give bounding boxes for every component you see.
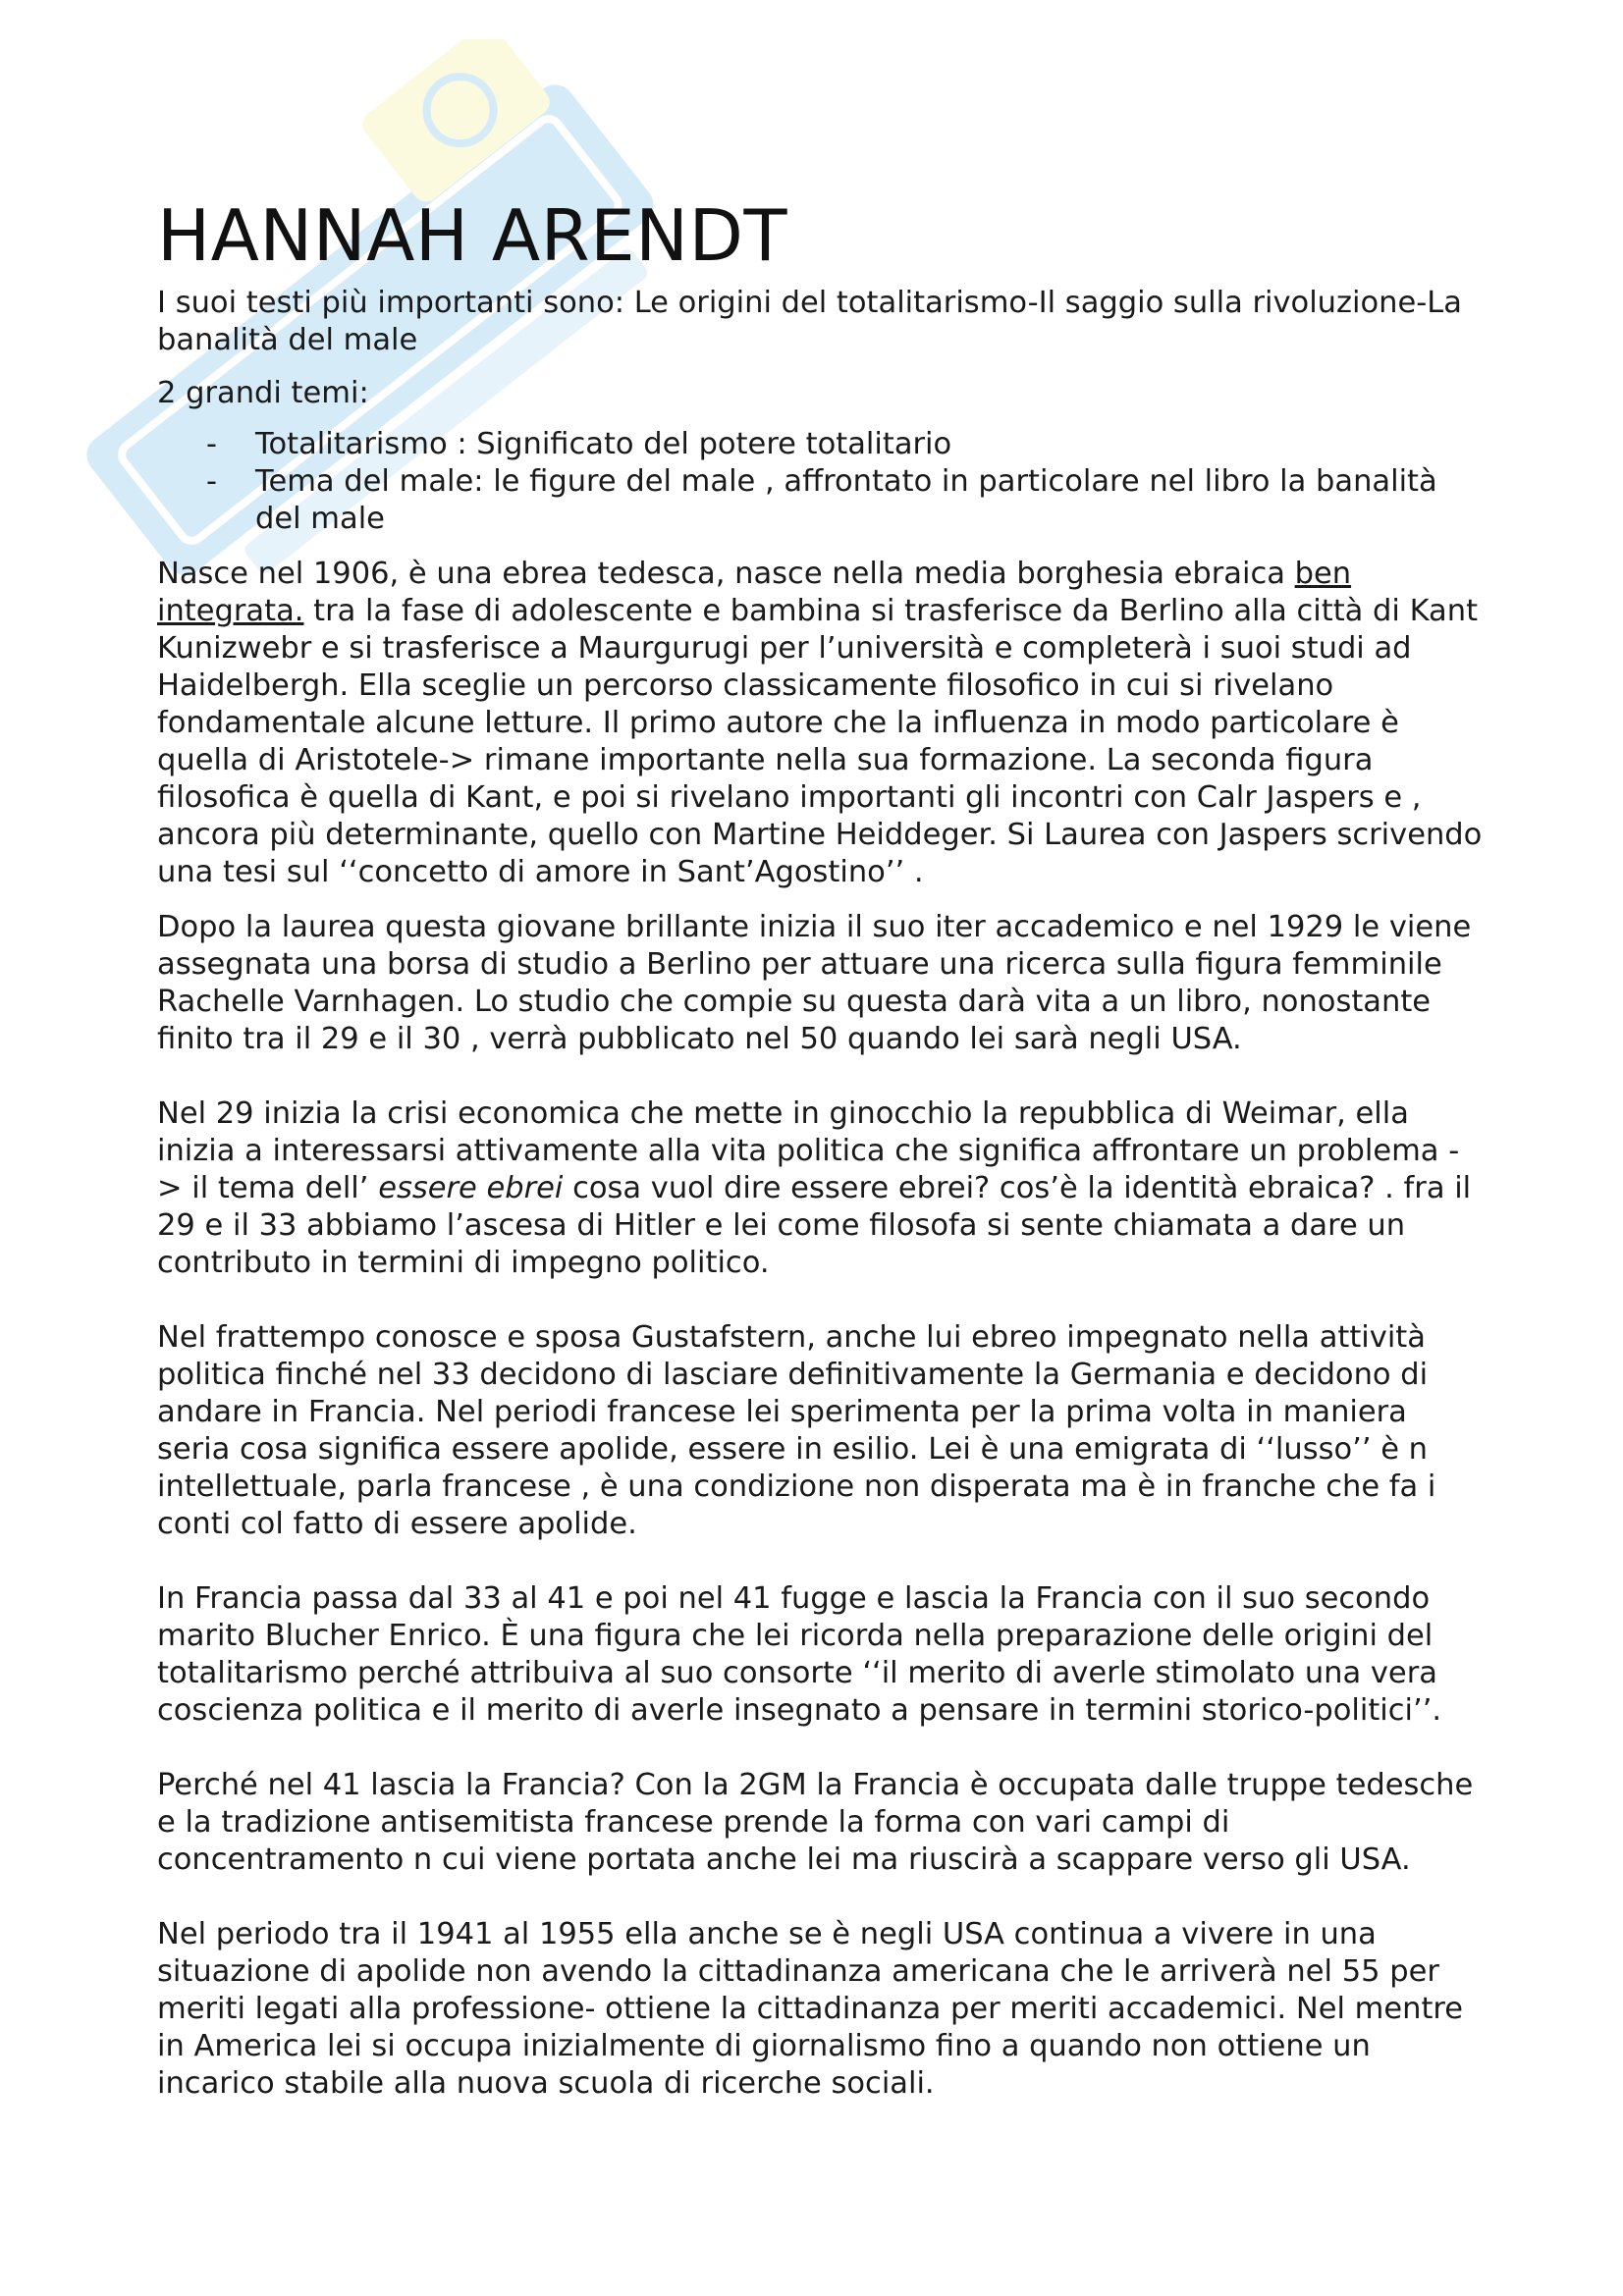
themes-label: 2 grandi temi: — [157, 376, 369, 410]
paragraph-escape: In Francia passa dal 33 al 41 e poi nel 41 fugge e lascia la Francia con il suo secondo marito Blucher Enrico. È una figura che lei ricorda nella preparazione delle origini del totalitarismo perché attribuiva al suo consorte ‘‘il merito di averle stimolato una vera coscienza politica e il merito di averle insegnato a pensare in termini storico-politici’’. — [157, 1581, 1442, 1728]
bullet-dash: - — [206, 427, 218, 461]
italic-text: essere ebrei — [378, 1171, 564, 1205]
intro-paragraph: I suoi testi più importanti sono: Le origini del totalitarismo-Il saggio sulla rivoluzione-La banalità del male — [157, 286, 1462, 357]
bullet-dash: - — [206, 464, 218, 499]
paragraph-politics — [157, 1095, 1483, 1282]
paragraph-text: cosa vuol dire essere ebrei? cos’è la identità ebraica? . fra il 29 e il 33 abbiamo l’ascesa di Hitler e lei come filosofa si sente chiamata a dare un contributo in termini di impegno politico. — [157, 1171, 1472, 1280]
paragraph-text: tra la fase di adolescente e bambina si trasferisce da Berlino alla città di Kant Kunizwebr e si trasferisce a Maurgurugi per l’università e completerà i suoi studi ad Haidelbergh. Ella sceglie un percorso classicamente filosofico in cui si rivelano fondamentale alcune letture. Il primo autore che la influenza in modo particolare è quella di Aristotele-> rimane importante nella sua formazione. La seconda figura filosofica è quella di Kant, e poi si rivelano importanti gli incontri con Calr Jaspers e , ancora più determinante, quello con Martine Heiddeger. Si Laurea con Jaspers scrivendo una tesi sul ‘‘concetto di amore in Sant’Agostino’’ . — [157, 594, 1483, 889]
list-item — [157, 426, 1483, 463]
list-item — [157, 463, 1483, 538]
list-item-text: Totalitarismo : Significato del potere totalitario — [255, 427, 952, 461]
paragraph-text: Nasce nel 1906, è una ebrea tedesca, nasce nella media borghesia ebraica — [157, 557, 1295, 591]
paragraph-war: Perché nel 41 lascia la Francia? Con la 2GM la Francia è occupata dalle truppe tedesche e la tradizione antisemitista francese prende la forma con vari campi di concentramento n cui viene portata anche lei ma riuscirà a scappare verso gli USA. — [157, 1768, 1474, 1877]
paragraph-france: Nel frattempo conosce e sposa Gustafstern, anche lui ebreo impegnato nella attività politica finché nel 33 decidono di lasciare definitivamente la Germania e decidono di andare in Francia. Nel periodi francese lei sperimenta per la prima volta in maniera seria cosa significa essere apolide, essere in esilio. Lei è una emigrata di ‘‘lusso’’ è n intellettuale, parla francese , è una condizione non disperata ma è in franche che fa i conti col fatto di essere apolide. — [157, 1320, 1436, 1541]
document-title: HANNAH ARENDT — [157, 194, 787, 277]
paragraph-text: Nel 29 inizia la crisi economica che mette in ginocchio la repubblica di Weimar, ella inizia a interessarsi attivamente alla vita politica che significa affrontare un problema -> il tema dell’ — [157, 1096, 1460, 1205]
paragraph-usa: Nel periodo tra il 1941 al 1955 ella anche se è negli USA continua a vivere in una situazione di apolide non avendo la cittadinanza americana che le arriverà nel 55 per meriti legati alla professione- ottiene la cittadinanza per meriti accademici. Nel mentre in America lei si occupa inizialmente di giornalismo fino a quando non ottiene un incarico stabile alla nuova scuola di ricerche sociali. — [157, 1917, 1464, 2101]
list-item-text: Tema del male: le figure del male , affrontato in particolare nel libro la banalità del male — [255, 464, 1437, 536]
document-page — [157, 187, 1483, 2103]
paragraph-birth — [157, 556, 1483, 891]
underlined-text: ben integrata. — [157, 557, 1352, 628]
themes-list — [157, 426, 1483, 538]
paragraph-academic: Dopo la laurea questa giovane brillante inizia il suo iter accademico e nel 1929 le viene assegnata una borsa di studio a Berlino per attuare una ricerca sulla figura femminile Rachelle Varnhagen. Lo studio che compie su questa darà vita a un libro, nonostante finito tra il 29 e il 30 , verrà pubblicato nel 50 quando lei sarà negli USA. — [157, 910, 1472, 1056]
